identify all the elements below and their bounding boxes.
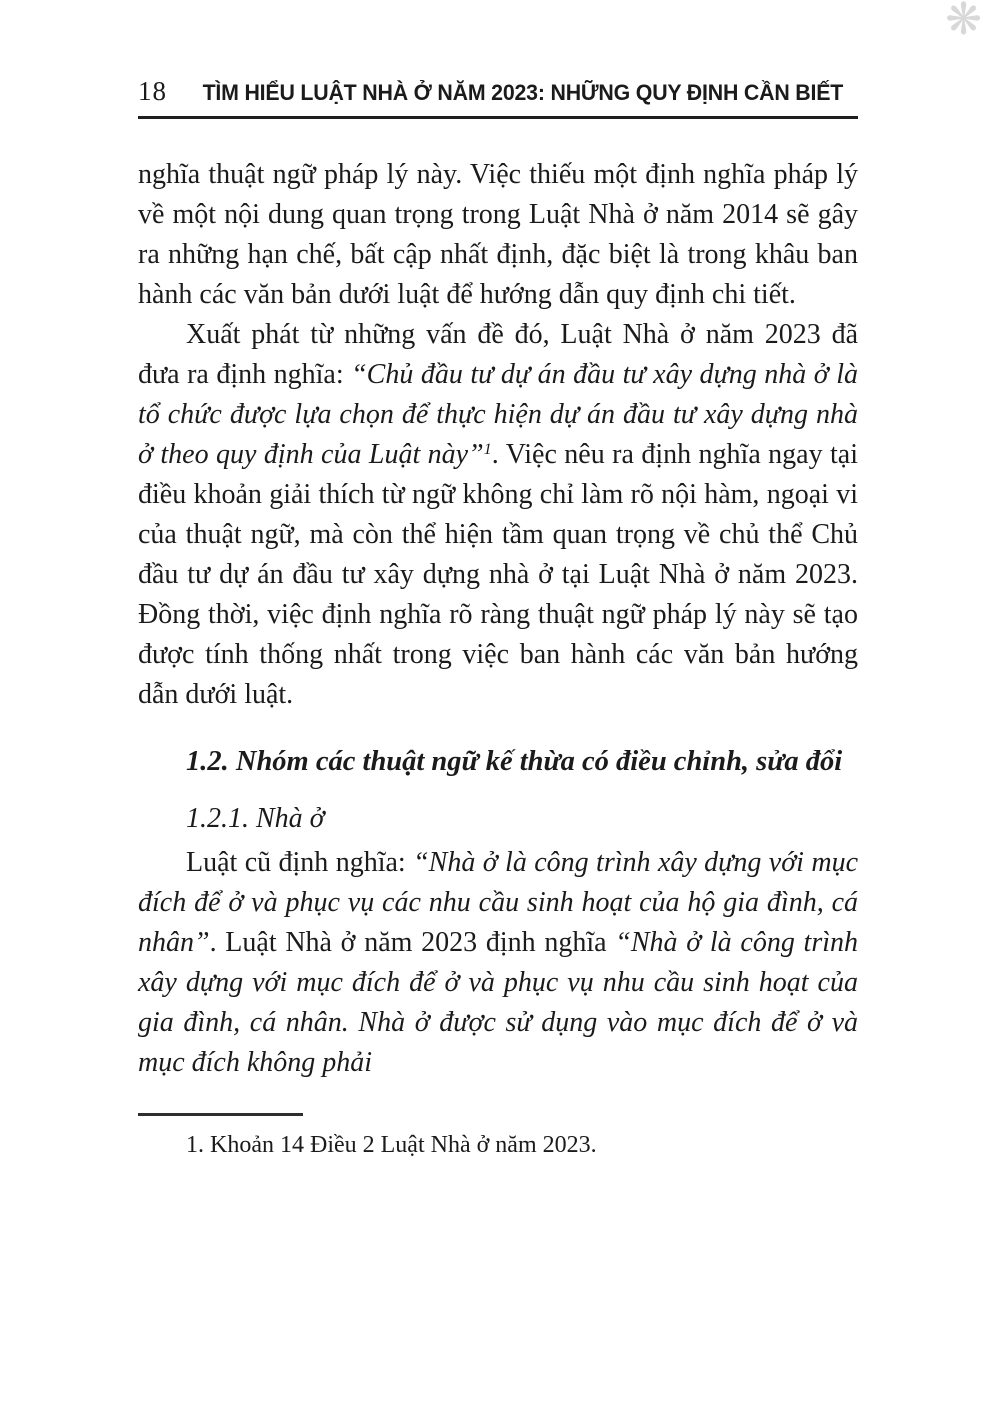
sub-heading-1-2-1: 1.2.1. Nhà ở	[186, 803, 325, 834]
body-text	[138, 155, 858, 1083]
section-heading-1-2: 1.2. Nhóm các thuật ngữ kế thừa có điều chỉnh, sửa đổi	[186, 746, 843, 777]
footnote-text: 1. Khoản 14 Điều 2 Luật Nhà ở năm 2023.	[186, 1132, 597, 1158]
paragraph-rest: . Việc nêu ra định nghĩa ngay tại điều khoản giải thích từ ngữ không chỉ làm rõ nội hàm, ngoại vi của thuật ngữ, mà còn thể hiện tầm quan trọng về chủ thể Chủ đầu tư dự án đầu tư xây dựng nhà ở tại Luật Nhà ở năm 2023. Đồng thời, việc định nghĩa rõ ràng thuật ngữ pháp lý này sẽ tạo được tính thống nhất trong việc ban hành các văn bản hướng dẫn dưới luật.	[138, 439, 858, 710]
flower-asterisk-icon: ❋	[945, 0, 982, 45]
footnote-separator	[138, 1113, 303, 1116]
paragraph-nha-o-definition	[138, 843, 858, 1083]
paragraph-lead: Xuất phát từ những vấn đề đó, Luật Nhà ở năm 2023 đã đưa ra định nghĩa:	[138, 319, 858, 390]
new-law-quote: “Nhà ở là công trình xây dựng với mục đích để ở và phục vụ nhu cầu sinh hoạt của gia đình, cá nhân. Nhà ở được sử dụng vào mục đích để ở và mục đích không phải	[138, 927, 858, 1078]
footnote-reference: 1	[483, 440, 492, 458]
paragraph-lead: Luật cũ định nghĩa:	[186, 847, 414, 878]
paragraph-definition-chu-dau-tu	[138, 315, 858, 715]
old-law-quote: “Nhà ở là công trình xây dựng với mục đích để ở và phục vụ các nhu cầu sinh hoạt của hộ gia đình, cá nhân”	[138, 847, 858, 958]
page-header	[138, 76, 858, 119]
law-quote: “Chủ đầu tư dự án đầu tư xây dựng nhà ở là tổ chức được lựa chọn để thực hiện dự án đầu tư xây dựng nhà ở theo quy định của Luật này”	[138, 359, 858, 470]
paragraph-mid: . Luật Nhà ở năm 2023 định nghĩa	[209, 927, 616, 958]
paragraph-continuation: nghĩa thuật ngữ pháp lý này. Việc thiếu một định nghĩa pháp lý về một nội dung quan trọng trong Luật Nhà ở năm 2014 sẽ gây ra những hạn chế, bất cập nhất định, đặc biệt là trong khâu ban hành các văn bản dưới luật để hướng dẫn quy định chi tiết.	[138, 159, 858, 310]
page-number: 18	[138, 76, 167, 106]
running-title: TÌM HIỂU LUẬT NHÀ Ở NĂM 2023: NHỮNG QUY ĐỊNH CẦN BIẾT	[202, 80, 844, 105]
